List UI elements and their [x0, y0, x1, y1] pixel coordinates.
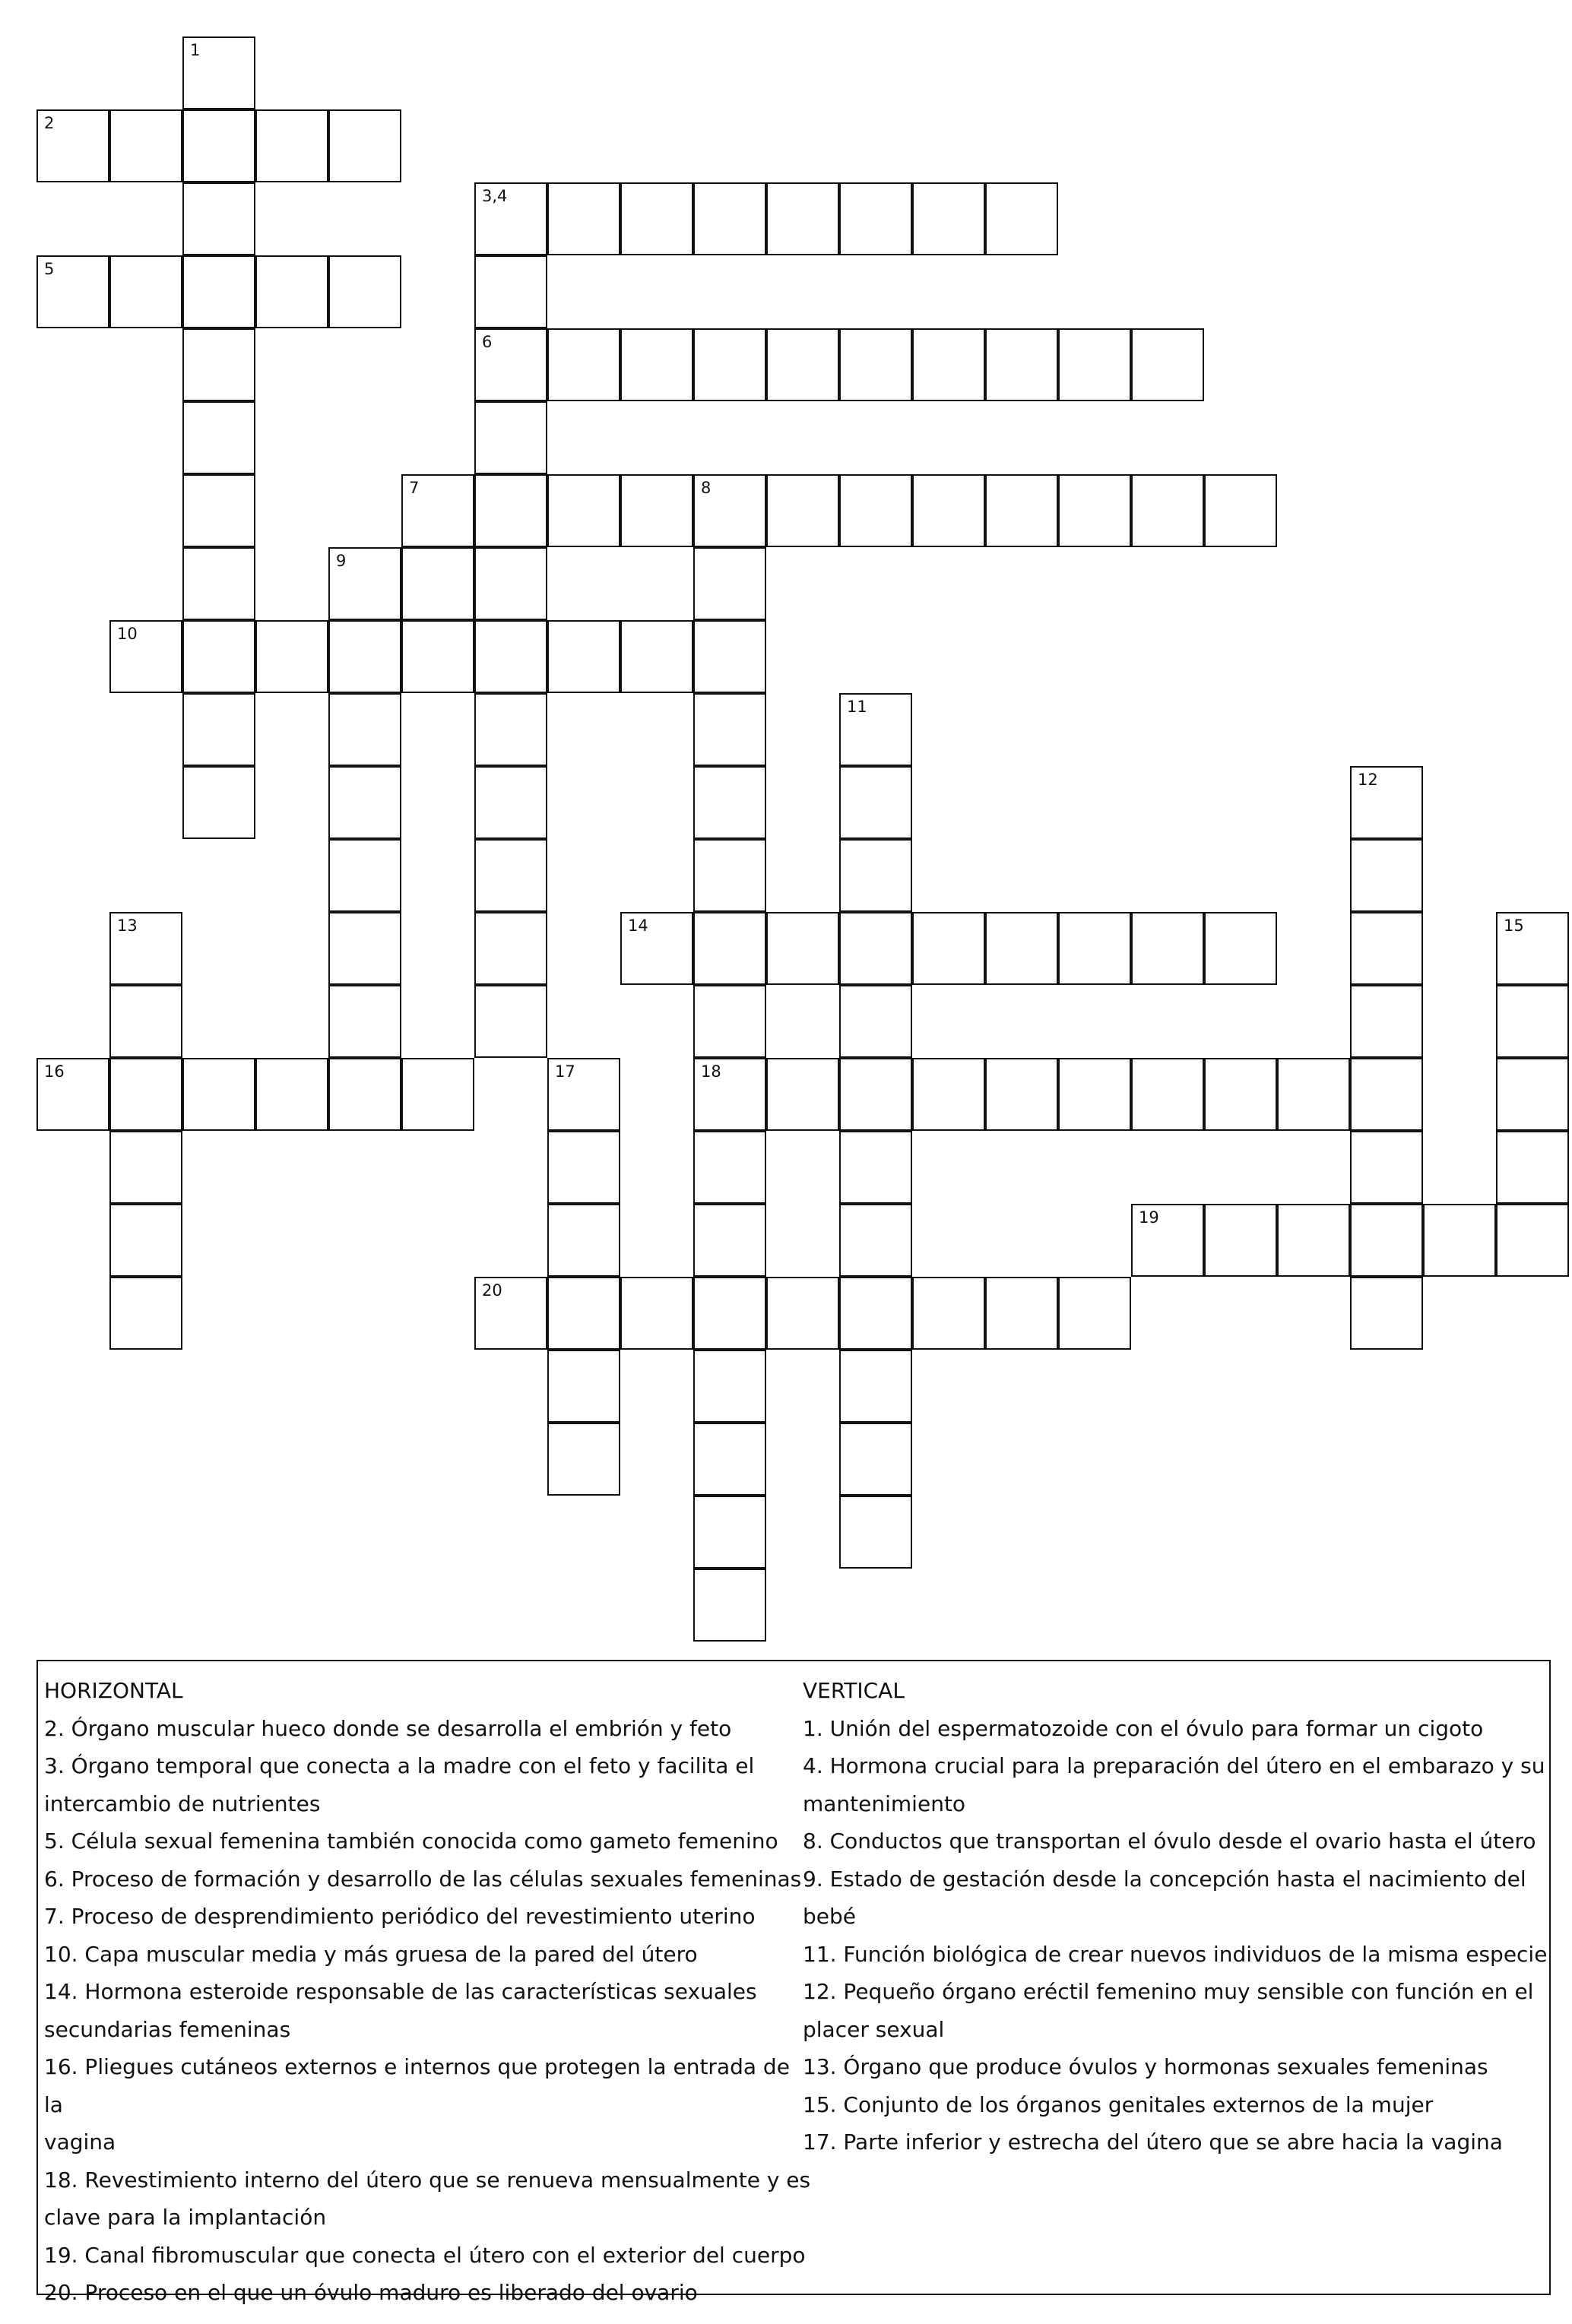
horizontal-clue-line: intercambio de nutrientes: [44, 1790, 321, 1816]
grid-cell[interactable]: [693, 766, 766, 839]
clue-start-cell[interactable]: [1131, 1204, 1204, 1277]
vertical-clues: [803, 1672, 1548, 2161]
grid-cell[interactable]: [985, 474, 1058, 547]
grid-cell[interactable]: [693, 985, 766, 1058]
grid-cell[interactable]: [328, 1058, 401, 1131]
grid-cell[interactable]: [255, 255, 328, 328]
grid-cell[interactable]: [328, 839, 401, 912]
clue-number: 19: [1139, 1208, 1159, 1227]
grid-cell[interactable]: [1277, 1058, 1350, 1131]
clue-number: 14: [628, 917, 648, 935]
clue-number: 18: [701, 1062, 721, 1081]
grid-cell[interactable]: [255, 1058, 328, 1131]
grid-cell[interactable]: [985, 912, 1058, 985]
clue-start-cell[interactable]: [474, 182, 547, 255]
grid-cell[interactable]: [1204, 912, 1277, 985]
grid-cell[interactable]: [839, 985, 912, 1058]
clue-start-cell[interactable]: [401, 474, 474, 547]
grid-cell[interactable]: [693, 1496, 766, 1569]
clue-start-cell[interactable]: [693, 474, 766, 547]
grid-cell[interactable]: [766, 912, 839, 985]
clue-number: 12: [1358, 771, 1378, 789]
clue-start-cell[interactable]: [839, 693, 912, 766]
horizontal-clue-line: 7. Proceso de desprendimiento periódico del revestimiento uterino: [44, 1904, 756, 1929]
grid-cell[interactable]: [182, 474, 255, 547]
grid-cell[interactable]: [912, 1277, 985, 1350]
grid-cell[interactable]: [620, 182, 693, 255]
clue-start-cell[interactable]: [693, 1058, 766, 1131]
grid-cell[interactable]: [1350, 839, 1423, 912]
horizontal-clue-line: vagina: [44, 2129, 116, 2155]
grid-cell[interactable]: [109, 109, 182, 182]
clue-number: 2: [44, 114, 55, 132]
grid-cell[interactable]: [547, 474, 620, 547]
vertical-clue-line: 9. Estado de gestación desde la concepción hasta el nacimiento del bebé: [803, 1866, 1526, 1929]
grid-cell[interactable]: [693, 1131, 766, 1204]
vertical-clue-line: placer sexual: [803, 2016, 945, 2042]
grid-cell[interactable]: [1350, 985, 1423, 1058]
clue-number: 17: [555, 1062, 575, 1081]
grid-cell[interactable]: [474, 693, 547, 766]
grid-cell[interactable]: [547, 1204, 620, 1277]
clue-number: 1: [190, 41, 201, 59]
grid-cell[interactable]: [1350, 1204, 1423, 1277]
grid-cell[interactable]: [182, 620, 255, 693]
clue-number: 11: [847, 698, 867, 716]
grid-cell[interactable]: [766, 1277, 839, 1350]
grid-cell[interactable]: [693, 1423, 766, 1496]
grid-cell[interactable]: [839, 182, 912, 255]
vertical-clue-line: 1. Unión del espermatozoide con el óvulo para formar un cigoto: [803, 1715, 1484, 1741]
grid-cell[interactable]: [547, 1277, 620, 1350]
grid-cell[interactable]: [255, 109, 328, 182]
grid-cell[interactable]: [912, 1058, 985, 1131]
grid-cell[interactable]: [693, 1277, 766, 1350]
grid-cell[interactable]: [912, 912, 985, 985]
horizontal-clue-line: secundarias femeninas: [44, 2016, 291, 2042]
grid-cell[interactable]: [1131, 912, 1204, 985]
grid-cell[interactable]: [693, 1204, 766, 1277]
grid-cell[interactable]: [401, 547, 474, 620]
grid-cell[interactable]: [766, 474, 839, 547]
grid-cell[interactable]: [474, 912, 547, 985]
clue-start-cell[interactable]: [1350, 766, 1423, 839]
grid-cell[interactable]: [620, 328, 693, 401]
horizontal-clue-line: 2. Órgano muscular hueco donde se desarrolla el embrión y feto: [44, 1715, 732, 1741]
clue-number: 3,4: [482, 187, 508, 205]
grid-cell[interactable]: [328, 693, 401, 766]
grid-cell[interactable]: [547, 1350, 620, 1423]
grid-cell[interactable]: [912, 328, 985, 401]
horizontal-clue-line: 16. Pliegues cutáneos externos e internos que protegen la entrada de la: [44, 2054, 790, 2117]
grid-cell[interactable]: [1350, 1277, 1423, 1350]
clue-number: 16: [44, 1062, 65, 1081]
clue-start-cell[interactable]: [547, 1058, 620, 1131]
clue-number: 20: [482, 1281, 502, 1300]
grid-cell[interactable]: [1204, 1058, 1277, 1131]
grid-cell[interactable]: [547, 328, 620, 401]
grid-cell[interactable]: [474, 255, 547, 328]
clue-number: 8: [701, 479, 712, 497]
grid-cell[interactable]: [839, 1204, 912, 1277]
vertical-clue-line: 17. Parte inferior y estrecha del útero que se abre hacia la vagina: [803, 2129, 1503, 2155]
grid-cell[interactable]: [693, 620, 766, 693]
grid-cell[interactable]: [839, 1277, 912, 1350]
horizontal-clue-line: 14. Hormona esteroide responsable de las características sexuales: [44, 1979, 757, 2004]
horizontal-clue-line: 19. Canal fibromuscular que conecta el útero con el exterior del cuerpo: [44, 2242, 806, 2268]
grid-cell[interactable]: [839, 1423, 912, 1496]
grid-cell[interactable]: [1350, 1058, 1423, 1131]
horizontal-clue-line: 10. Capa muscular media y más gruesa de la pared del útero: [44, 1941, 698, 1967]
grid-cell[interactable]: [1058, 1277, 1131, 1350]
grid-cell[interactable]: [839, 1350, 912, 1423]
clue-start-cell[interactable]: [474, 1277, 547, 1350]
grid-cell[interactable]: [985, 1058, 1058, 1131]
clue-start-cell[interactable]: [474, 328, 547, 401]
grid-cell[interactable]: [109, 1277, 182, 1350]
grid-cell[interactable]: [1496, 985, 1569, 1058]
grid-cell[interactable]: [328, 985, 401, 1058]
grid-cell[interactable]: [1496, 1204, 1569, 1277]
grid-cell[interactable]: [328, 620, 401, 693]
vertical-clue-line: mantenimiento: [803, 1790, 966, 1816]
grid-cell[interactable]: [766, 328, 839, 401]
horizontal-clue-line: 3. Órgano temporal que conecta a la madre con el feto y facilita el: [44, 1753, 755, 1778]
grid-cell[interactable]: [693, 1350, 766, 1423]
grid-cell[interactable]: [1131, 1058, 1204, 1131]
grid-cell[interactable]: [839, 1496, 912, 1569]
horizontal-title: HORIZONTAL: [44, 1678, 183, 1703]
clues-box: [36, 1660, 1551, 2305]
grid-cell[interactable]: [182, 766, 255, 839]
grid-cell[interactable]: [839, 1058, 912, 1131]
grid-cell[interactable]: [1423, 1204, 1496, 1277]
grid-cell[interactable]: [328, 912, 401, 985]
grid-cell[interactable]: [693, 839, 766, 912]
clue-start-cell[interactable]: [620, 912, 693, 985]
grid-cell[interactable]: [766, 182, 839, 255]
grid-cell[interactable]: [547, 620, 620, 693]
horizontal-clues: [44, 1672, 812, 2312]
grid-cell[interactable]: [1058, 1058, 1131, 1131]
grid-cell[interactable]: [839, 912, 912, 985]
grid-cell[interactable]: [766, 1058, 839, 1131]
grid-cell[interactable]: [839, 839, 912, 912]
grid-cell[interactable]: [985, 328, 1058, 401]
clue-start-cell[interactable]: [328, 547, 401, 620]
grid-cell[interactable]: [1350, 1131, 1423, 1204]
clue-start-cell[interactable]: [36, 255, 109, 328]
clue-number: 9: [336, 552, 347, 570]
grid-cell[interactable]: [693, 693, 766, 766]
grid-cell[interactable]: [182, 109, 255, 182]
grid-cell[interactable]: [693, 547, 766, 620]
grid-cell[interactable]: [547, 182, 620, 255]
clue-number: 15: [1504, 917, 1524, 935]
clue-number: 5: [44, 260, 55, 278]
grid-cell[interactable]: [547, 1423, 620, 1496]
grid-cell[interactable]: [182, 182, 255, 255]
grid-cell[interactable]: [182, 401, 255, 474]
grid-cell[interactable]: [401, 1058, 474, 1131]
grid-cell[interactable]: [839, 474, 912, 547]
grid-cell[interactable]: [182, 1058, 255, 1131]
grid-cell[interactable]: [474, 547, 547, 620]
grid-cell[interactable]: [109, 1204, 182, 1277]
grid-cell[interactable]: [839, 1131, 912, 1204]
grid-cell[interactable]: [693, 1569, 766, 1642]
grid-cell[interactable]: [182, 547, 255, 620]
grid-cell[interactable]: [474, 620, 547, 693]
clue-start-cell[interactable]: [36, 109, 109, 182]
grid-cell[interactable]: [985, 1277, 1058, 1350]
grid-cell[interactable]: [620, 620, 693, 693]
grid-cell[interactable]: [328, 766, 401, 839]
grid-cell[interactable]: [474, 401, 547, 474]
grid-cell[interactable]: [1058, 474, 1131, 547]
horizontal-clue-line: 6. Proceso de formación y desarrollo de las células sexuales femeninas: [44, 1866, 802, 1892]
grid-cell[interactable]: [109, 255, 182, 328]
clue-start-cell[interactable]: [109, 912, 182, 985]
grid-cell[interactable]: [474, 474, 547, 547]
grid-cell[interactable]: [1058, 912, 1131, 985]
vertical-clue-line: 11. Función biológica de crear nuevos individuos de la misma especie: [803, 1941, 1548, 1967]
grid-cell[interactable]: [401, 620, 474, 693]
grid-cell[interactable]: [1496, 1131, 1569, 1204]
clue-start-cell[interactable]: [36, 1058, 109, 1131]
grid-cell[interactable]: [620, 474, 693, 547]
clue-start-cell[interactable]: [182, 36, 255, 109]
grid-cell[interactable]: [255, 620, 328, 693]
grid-cell[interactable]: [182, 328, 255, 401]
grid-cell[interactable]: [839, 766, 912, 839]
grid-cell[interactable]: [912, 182, 985, 255]
horizontal-clue-line: 18. Revestimiento interno del útero que se renueva mensualmente y es: [44, 2167, 811, 2193]
vertical-clue-line: 8. Conductos que transportan el óvulo desde el ovario hasta el útero: [803, 1828, 1536, 1854]
grid-cell[interactable]: [1131, 328, 1204, 401]
grid-cell[interactable]: [693, 912, 766, 985]
clue-start-cell[interactable]: [1496, 912, 1569, 985]
grid-cell[interactable]: [1058, 328, 1131, 401]
grid-cell[interactable]: [693, 328, 766, 401]
grid-cell[interactable]: [1277, 1204, 1350, 1277]
grid-cell[interactable]: [109, 985, 182, 1058]
clue-number: 13: [117, 917, 138, 935]
grid-cell[interactable]: [1204, 1204, 1277, 1277]
grid-cell[interactable]: [328, 109, 401, 182]
vertical-clue-line: 12. Pequeño órgano eréctil femenino muy sensible con función en el: [803, 1979, 1534, 2004]
grid-cell[interactable]: [328, 255, 401, 328]
horizontal-clue-line: 20. Proceso en el que un óvulo maduro es liberado del ovario: [44, 2280, 698, 2305]
grid-cell[interactable]: [1496, 1058, 1569, 1131]
horizontal-clue-line: 5. Célula sexual femenina también conocida como gameto femenino: [44, 1828, 778, 1854]
vertical-title: VERTICAL: [803, 1678, 905, 1703]
vertical-clue-line: 4. Hormona crucial para la preparación del útero en el embarazo y su: [803, 1753, 1545, 1778]
grid-cell[interactable]: [182, 255, 255, 328]
clue-number: 7: [409, 479, 420, 497]
grid-cell[interactable]: [1131, 474, 1204, 547]
grid-cell[interactable]: [620, 1277, 693, 1350]
grid-cell[interactable]: [985, 182, 1058, 255]
grid-cell[interactable]: [474, 766, 547, 839]
grid-cell[interactable]: [912, 474, 985, 547]
vertical-clue-line: 15. Conjunto de los órganos genitales externos de la mujer: [803, 2091, 1434, 2117]
grid-cell[interactable]: [182, 693, 255, 766]
grid-cell[interactable]: [547, 1131, 620, 1204]
clue-number: 10: [117, 625, 138, 643]
grid-cell[interactable]: [839, 328, 912, 401]
horizontal-clue-line: clave para la implantación: [44, 2205, 327, 2230]
vertical-clue-line: 13. Órgano que produce óvulos y hormonas sexuales femeninas: [803, 2054, 1488, 2079]
grid-cell[interactable]: [109, 1131, 182, 1204]
clue-number: 6: [482, 333, 493, 351]
grid-cell[interactable]: [474, 985, 547, 1058]
grid-cell[interactable]: [1204, 474, 1277, 547]
grid-cell[interactable]: [109, 1058, 182, 1131]
grid-cell[interactable]: [474, 839, 547, 912]
clue-start-cell[interactable]: [109, 620, 182, 693]
grid-cell[interactable]: [1350, 912, 1423, 985]
grid-cell[interactable]: [693, 182, 766, 255]
